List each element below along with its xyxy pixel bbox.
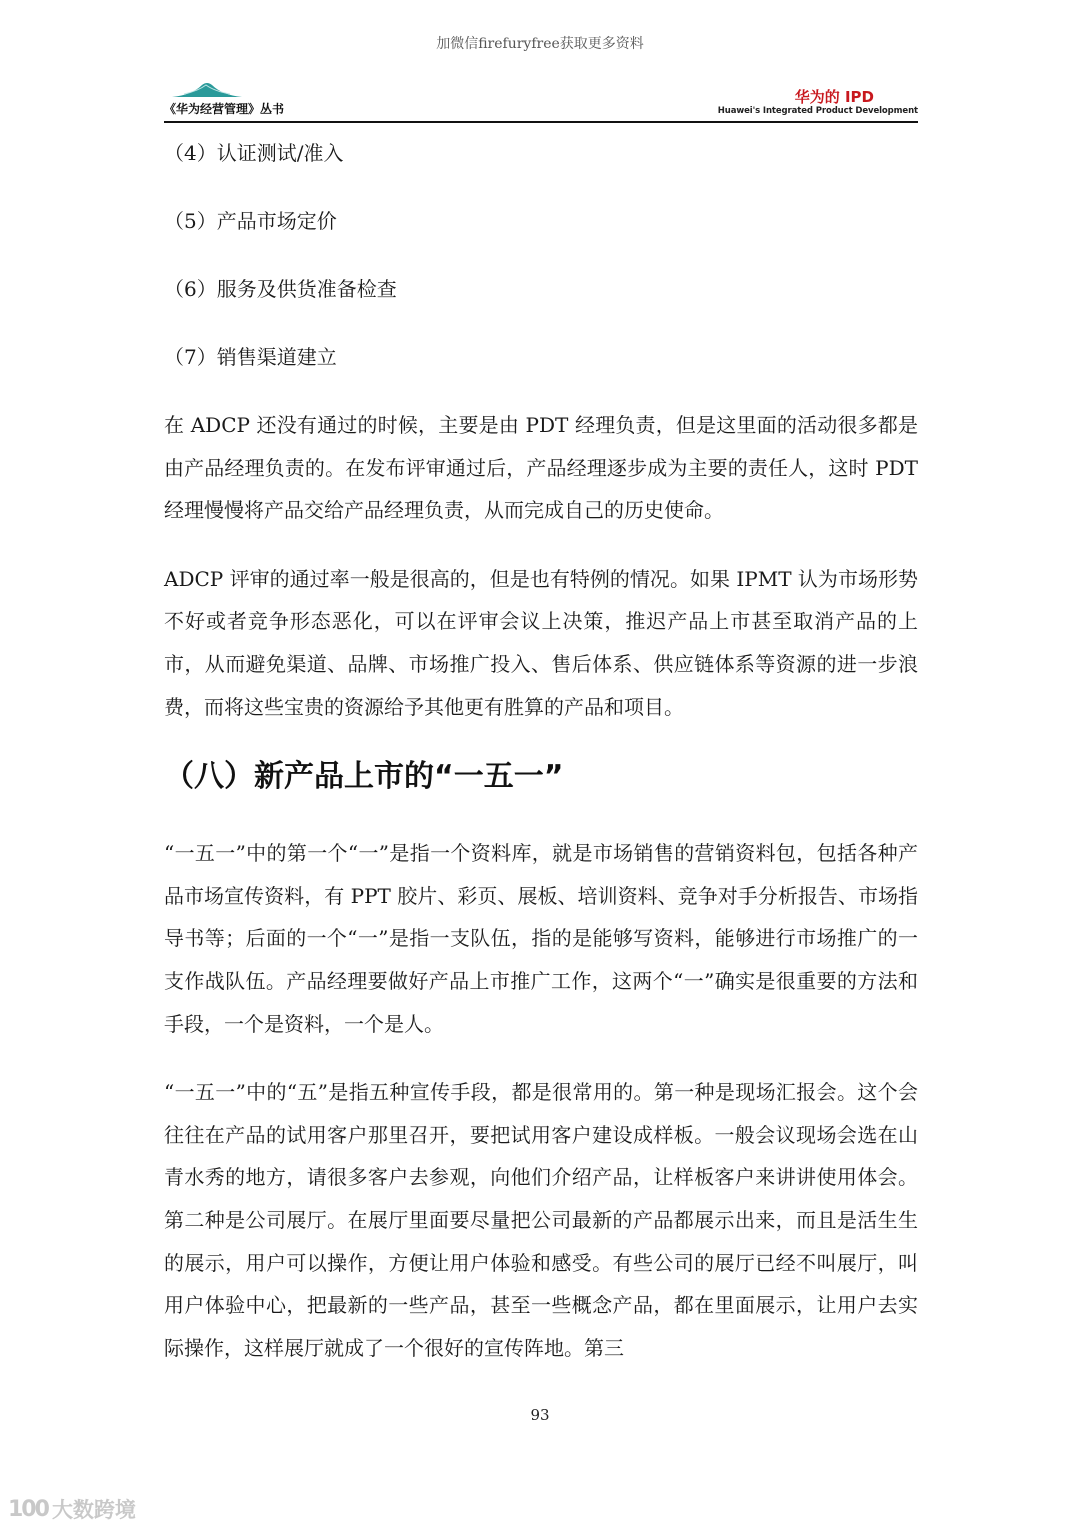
section-heading: （八）新产品上市的“一五一” [164,759,564,795]
page-body [164,132,918,1395]
watermark-text: 大数跨境 [51,1498,136,1522]
list-item: （7）销售渠道建立 [164,345,337,369]
series-title: 《华为经营管理》丛书 [164,102,285,116]
paragraph: “一五一”中的第一个“一”是指一个资料库，就是市场销售的营销资料包，包括各种产品市场宣传资料，有 PPT 胶片、彩页、展板、培训资料、竞争对手分析报告、市场指导书等；后面的一个“一”是指一支队伍，指的是能够写资料，能够进行市场推广的一支作战队伍。产品经理要做好产品上市推广工作，这两个“一”确实是很重要的方法和手段，一个是资料，一个是人。 [164,841,918,1036]
list-item: （4）认证测试/准入 [164,141,344,165]
top-watermark-text: 加微信firefuryfree获取更多资料 [436,36,644,52]
watermark-logo-icon: 100 [8,1496,48,1522]
paragraph: ADCP 评审的通过率一般是很高的，但是也有特例的情况。如果 IPMT 认为市场形势不好或者竞争形态恶化，可以在评审会议上决策，推迟产品上市甚至取消产品的上市，从而避免渠道、品牌、市场推广投入、售后体系、供应链体系等资源的进一步浪费，而将这些宝贵的资源给予其他更有胜算的产品和项目。 [164,566,918,719]
paragraph: “一五一”中的“五”是指五种宣传手段，都是很常用的。第一种是现场汇报会。这个会往往在产品的试用客户那里召开，要把试用客户建设成样板。一般会议现场会选在山青水秀的地方，请很多客户去参观，向他们介绍产品，让样板客户来讲讲使用体会。第二种是公司展厅。在展厅里面要尽量把公司最新的产品都展示出来，而且是活生生的展示，用户可以操作，方便让用户体验和感受。有些公司的展厅已经不叫展厅，叫用户体验中心，把最新的一些产品，甚至一些概念产品，都在里面展示，让用户去实际操作，这样展厅就成了一个很好的宣传阵地。第三 [164,1080,918,1360]
header-divider [164,121,918,123]
paragraph: 在 ADCP 还没有通过的时候，主要是由 PDT 经理负责，但是这里面的活动很多都是由产品经理负责的。在发布评审通过后，产品经理逐步成为主要的责任人，这时 PDT 经理慢慢将产品交给产品经理负责，从而完成自己的历史使命。 [164,413,918,523]
list-item: （5）产品市场定价 [164,209,337,233]
brand-title: 华为的 IPD [794,88,874,106]
page-header [164,78,918,122]
mountain-logo-icon [172,80,242,98]
brand-subtitle: Huawei's Integrated Product Development [717,106,918,116]
list-item: （6）服务及供货准备检查 [164,277,397,301]
brand-block [718,88,918,117]
page-number: 93 [530,1406,550,1424]
corner-watermark [8,1494,136,1524]
